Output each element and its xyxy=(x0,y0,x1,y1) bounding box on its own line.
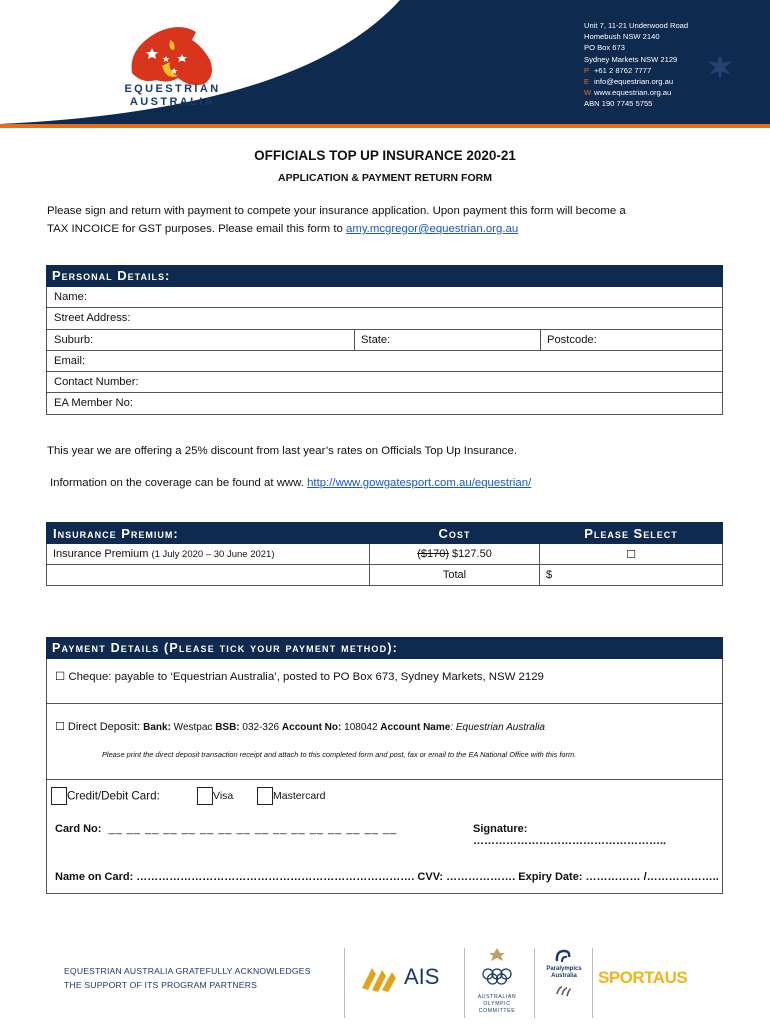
direct-deposit-option[interactable] xyxy=(47,703,722,779)
name-label: Name: xyxy=(54,291,87,303)
mastercard-checkbox[interactable] xyxy=(257,787,273,805)
address-line: Sydney Markets NSW 2129 xyxy=(584,54,678,64)
web-line xyxy=(584,87,688,98)
dd-bank: Westpac xyxy=(170,722,216,733)
dd-prefix: ☐ Direct Deposit: xyxy=(55,721,144,733)
postcode-field[interactable] xyxy=(540,330,722,350)
insurance-item-cell xyxy=(47,544,370,565)
total-value-field[interactable]: $ xyxy=(540,565,723,586)
new-price: $127.50 xyxy=(452,548,492,560)
suburb-label: Suburb: xyxy=(54,333,94,346)
ack-line-2: THE SUPPORT OF ITS PROGRAM PARTNERS xyxy=(64,980,258,990)
dd-bsb-label: BSB: xyxy=(215,722,240,733)
agitos-icon xyxy=(554,984,572,998)
insurance-item-row xyxy=(47,544,723,565)
name-on-card-field[interactable]: Name on Card: …………………………………………………………………. xyxy=(55,871,415,883)
ack-line-1: EQUESTRIAN AUSTRALIA GRATEFULLY ACKNOWLEDGES xyxy=(64,966,311,976)
street-address-field[interactable] xyxy=(46,308,723,329)
orange-rule xyxy=(0,124,770,128)
form-title: OFFICIALS TOP UP INSURANCE 2020-21 xyxy=(254,148,516,163)
southern-cross-star-icon xyxy=(705,52,735,82)
aoc-line-1: AUSTRALIAN xyxy=(477,994,517,1000)
state-label: State: xyxy=(361,333,391,346)
letterhead xyxy=(0,0,770,128)
phone-line xyxy=(584,65,688,76)
signature-field[interactable]: Signature: …………………………………………….. xyxy=(473,823,667,847)
mastercard-label: Mastercard xyxy=(273,790,326,802)
dd-account: 108042 xyxy=(341,722,381,733)
coverage-text xyxy=(50,477,531,489)
web-key: W xyxy=(584,88,592,98)
address-line: Homebush NSW 2140 xyxy=(584,32,660,42)
sportaus-logo xyxy=(598,968,687,988)
visa-checkbox[interactable] xyxy=(197,787,213,805)
expiry-field[interactable]: Expiry Date: …………… /……………….. xyxy=(518,871,719,883)
cheque-option[interactable]: ☐ Cheque: payable to ‘Equestrian Australia’, posted to PO Box 673, Sydney Markets, NSW 2129 xyxy=(55,671,544,683)
logo-wordmark xyxy=(110,83,235,109)
member-number-field[interactable] xyxy=(46,393,723,414)
insurance-header-row xyxy=(47,523,723,544)
paralympics-swirl-icon xyxy=(554,948,574,964)
insurance-total-empty xyxy=(47,565,370,586)
member-label: EA Member No: xyxy=(54,397,133,410)
street-label: Street Address: xyxy=(54,312,131,325)
email-link[interactable]: amy.mcgregor@equestrian.org.au xyxy=(346,223,519,235)
coverage-link[interactable]: http://www.gowgatesport.com.au/equestrian/ xyxy=(307,477,532,489)
paralympics-line-2: Australia xyxy=(551,973,577,979)
intro-line-1: Please sign and return with payment to compete your insurance application. Upon payment this form will become a xyxy=(47,205,626,217)
email-value: info@equestrian.org.au xyxy=(594,77,674,87)
intro-line-2 xyxy=(47,220,737,238)
visa-label: Visa xyxy=(213,790,234,802)
discount-text: This year we are offering a 25% discount from last year’s rates on Officials Top Up Insurance. xyxy=(47,445,517,457)
insurance-header-select: Please Select xyxy=(540,523,723,544)
address-line: PO Box 673 xyxy=(584,43,625,53)
footer-divider xyxy=(592,948,593,1018)
payment-details-section xyxy=(46,637,723,894)
contact-number-field[interactable] xyxy=(46,372,723,393)
form-subtitle: APPLICATION & PAYMENT RETURN FORM xyxy=(278,172,492,184)
suburb-field[interactable] xyxy=(54,330,354,350)
intro-paragraph xyxy=(47,202,737,238)
intro-line-2-text: TAX INCOICE for GST purposes. Please email this form to xyxy=(47,223,346,235)
partners-footer xyxy=(52,938,722,1022)
partners-acknowledgement xyxy=(64,964,311,992)
card-option[interactable] xyxy=(51,787,160,805)
phone-key: P xyxy=(584,65,590,75)
visa-option[interactable] xyxy=(197,787,233,805)
insurance-header-cost: Cost xyxy=(370,523,540,544)
logo-line-1: EQUESTRIAN xyxy=(124,83,221,95)
insurance-period: (1 July 2020 – 30 June 2021) xyxy=(151,549,275,560)
card-number-label: Card No: xyxy=(55,823,102,835)
aoc-line-3: COMMITTEE xyxy=(478,1008,516,1014)
suburb-state-postcode-row xyxy=(46,330,723,351)
card-number-field[interactable] xyxy=(55,823,397,835)
email-line xyxy=(584,76,688,87)
contact-label: Contact Number: xyxy=(54,376,139,389)
insurance-select-checkbox[interactable]: ☐ xyxy=(540,544,723,565)
dd-name: : Equestrian Australia xyxy=(450,722,545,733)
footer-divider xyxy=(464,948,465,1018)
paralympics-line-1: Paralympics xyxy=(546,966,582,972)
cvv-field[interactable]: CVV: ………………. xyxy=(417,871,516,883)
abn-line: ABN 190 7745 5755 xyxy=(584,99,653,109)
card-label: Credit/Debit Card: xyxy=(67,789,160,803)
web-value: www.equestrian.org.au xyxy=(594,88,672,98)
card-checkbox[interactable] xyxy=(51,787,67,805)
name-field[interactable] xyxy=(46,287,723,308)
old-price: ($170) xyxy=(417,548,449,560)
mastercard-option[interactable] xyxy=(257,787,326,805)
aoc-line-2: OLYMPIC xyxy=(483,1001,511,1007)
card-payment-block xyxy=(47,779,722,893)
card-details-line xyxy=(55,871,719,883)
aoc-wordmark xyxy=(468,994,526,1015)
ais-logo-text: AIS xyxy=(404,964,440,989)
contact-block xyxy=(584,20,688,110)
personal-details-header: Personal Details: xyxy=(46,265,723,287)
personal-details-section xyxy=(46,265,723,415)
total-label: Total xyxy=(370,565,540,586)
postcode-label: Postcode: xyxy=(547,333,597,346)
card-number-blanks: __ __ __ __ __ __ __ __ __ __ __ __ __ __ __ __ xyxy=(108,823,398,835)
footer-divider xyxy=(534,948,535,1018)
dd-account-label: Account No: xyxy=(281,722,342,733)
paralympics-wordmark xyxy=(542,966,586,980)
sportaus-text: SPORTAUS xyxy=(598,968,688,987)
direct-deposit-note: Please print the direct deposit transaction receipt and attach to this completed form and post, fax or email to the EA National Office with this form. xyxy=(102,750,577,759)
email-field[interactable] xyxy=(46,351,723,372)
email-key: E xyxy=(584,77,590,87)
address-line: Unit 7, 11-21 Underwood Road xyxy=(584,21,689,30)
footer-divider xyxy=(344,948,345,1018)
insurance-item-label: Insurance Premium xyxy=(53,548,149,560)
payment-details-header: Payment Details (Please tick your payment method): xyxy=(46,637,723,659)
phone-value: +61 2 8762 7777 xyxy=(594,65,652,75)
dd-name-label: Account Name xyxy=(380,722,451,733)
dd-bank-label: Bank: xyxy=(143,722,171,733)
logo-line-2: AUSTRALIA xyxy=(129,96,216,108)
coverage-prefix: Information on the coverage can be found at www. xyxy=(50,477,308,489)
insurance-premium-table xyxy=(46,522,723,586)
dd-bsb: 032-326 xyxy=(239,722,282,733)
insurance-cost-cell xyxy=(370,544,540,565)
olympic-rings-icon xyxy=(480,946,514,990)
insurance-header-item: Insurance Premium: xyxy=(47,523,370,544)
insurance-total-row xyxy=(47,565,723,586)
state-field[interactable] xyxy=(354,330,540,350)
email-label: Email: xyxy=(54,354,86,367)
payment-box xyxy=(46,659,723,894)
ais-kangaroo-icon xyxy=(358,962,400,996)
